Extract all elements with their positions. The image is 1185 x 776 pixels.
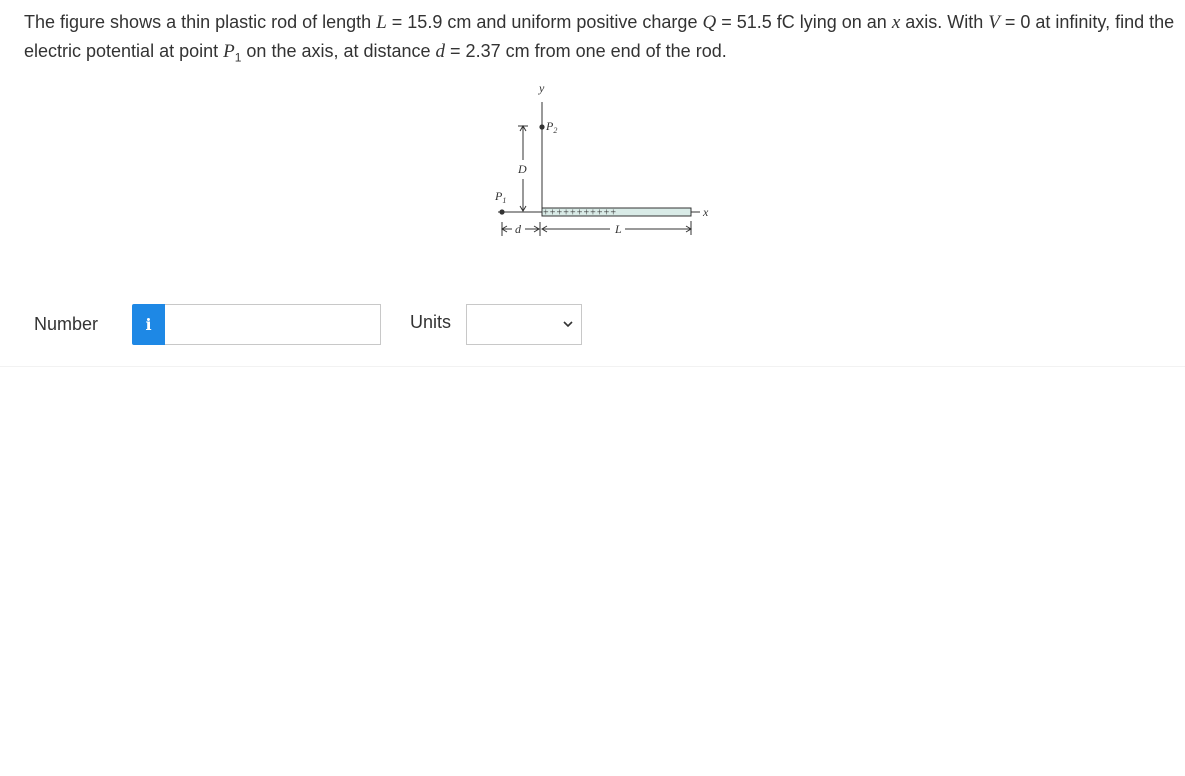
- L-label: L: [615, 222, 622, 236]
- units-label: Units: [410, 312, 452, 332]
- question-text-part: = 2.37 cm from one end of the rod.: [445, 41, 727, 61]
- rod-charges: +++++++++++: [543, 207, 618, 219]
- x-axis-label: x: [703, 205, 709, 219]
- question-text-part: The figure shows a thin plastic rod of length: [24, 12, 377, 32]
- question-text-part: = 51.5 fC lying on an: [716, 12, 892, 32]
- variable-L: L: [376, 12, 387, 33]
- question-text-part: axis. With: [900, 12, 989, 32]
- variable-x: x: [891, 12, 901, 33]
- d-label: d: [515, 222, 521, 236]
- question-text-part: = 15.9 cm and uniform positive charge: [386, 12, 703, 32]
- p1-label: $P_1$: [495, 189, 507, 205]
- variable-P: P: [223, 41, 235, 62]
- question-text-part: = 0 at infinity, find the electric potential at point: [24, 12, 1175, 61]
- number-input[interactable]: [165, 304, 381, 345]
- rod-figure: [470, 80, 730, 245]
- point-p2: [539, 124, 544, 129]
- question-panel: [0, 0, 1185, 367]
- question-text-part: on the axis, at distance: [241, 41, 436, 61]
- variable-V: V: [988, 12, 1000, 33]
- number-label: Number: [34, 314, 99, 334]
- variable-d: d: [435, 41, 446, 62]
- info-icon[interactable]: i: [132, 304, 165, 345]
- rod-diagram: [470, 80, 730, 245]
- question-text: [24, 8, 1184, 72]
- p2-label: $P_2$: [546, 119, 558, 135]
- units-select[interactable]: [466, 304, 582, 345]
- variable-Q: Q: [702, 12, 717, 33]
- y-axis-label: y: [539, 81, 545, 95]
- variable-P-subscript: 1: [234, 50, 242, 65]
- chevron-down-icon: [563, 319, 573, 329]
- D-label: D: [518, 162, 527, 176]
